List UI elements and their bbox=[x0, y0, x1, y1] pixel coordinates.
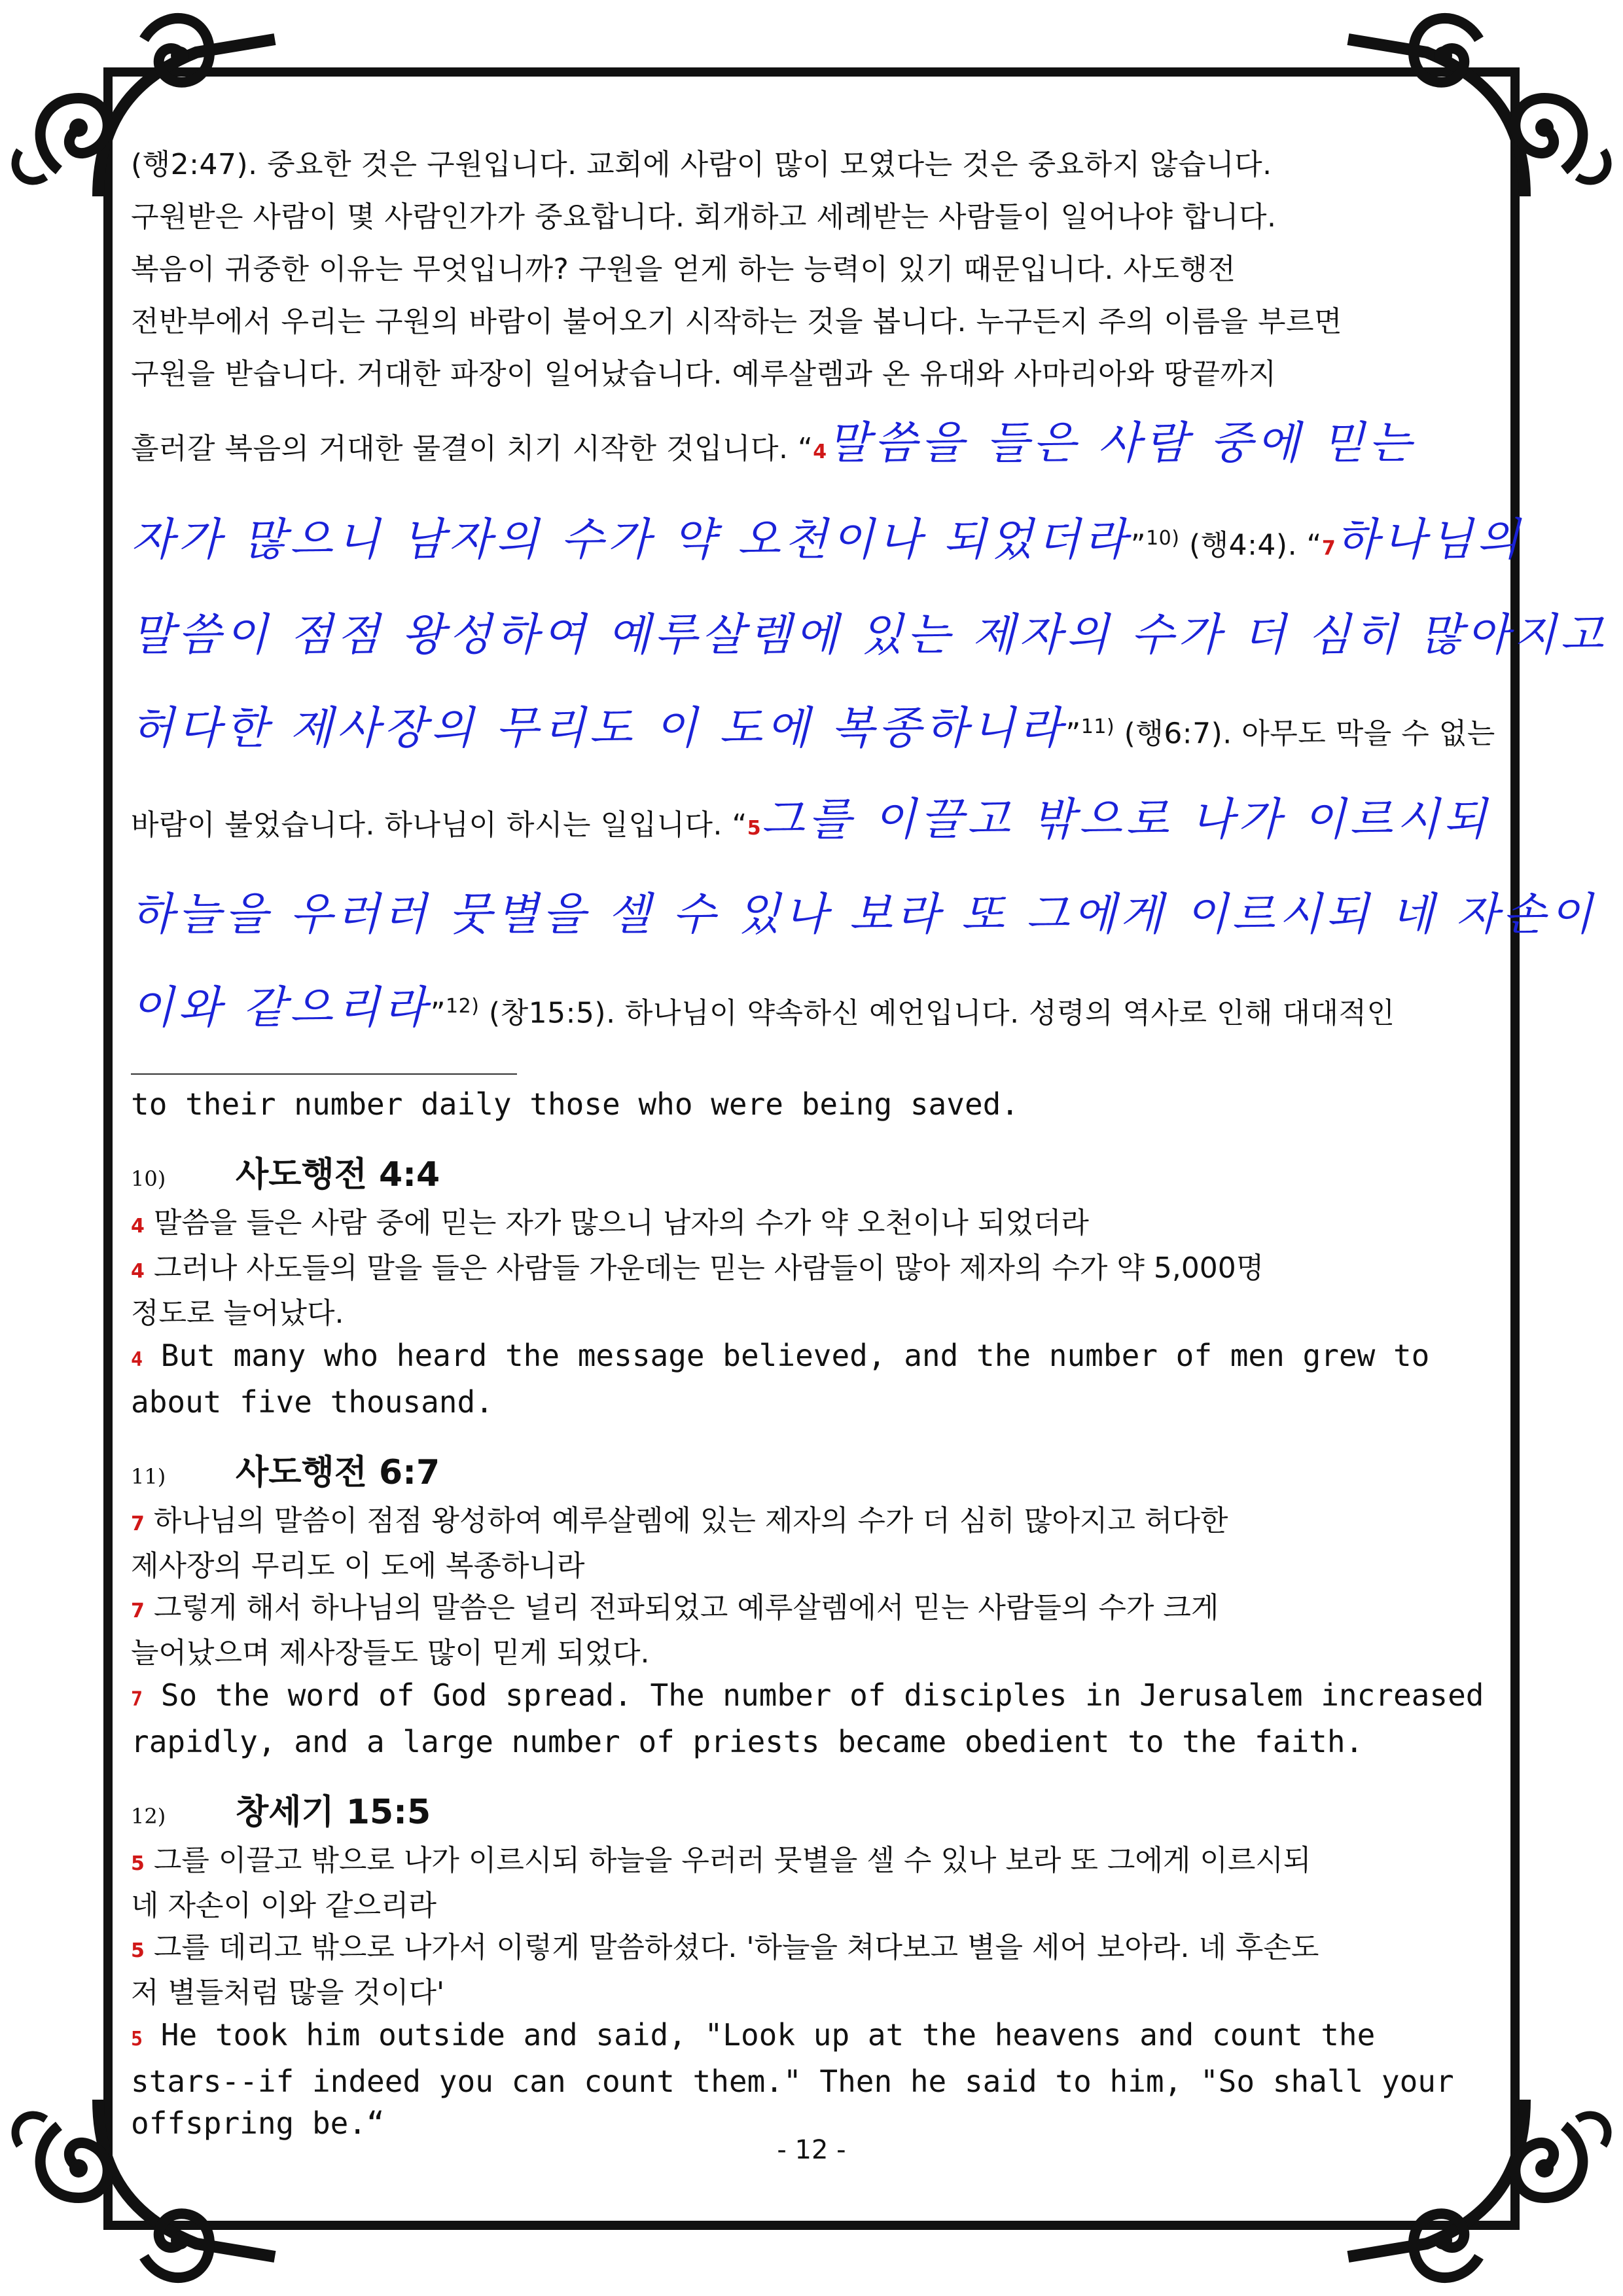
body-text bbox=[131, 139, 1607, 1057]
footnote-line bbox=[131, 1500, 1499, 1545]
body-line: 전반부에서 우리는 구원의 바람이 불어오기 시작하는 것을 봅니다. 누구든지 주의 이름을 부르면 bbox=[131, 305, 1342, 338]
verse-number: 4 bbox=[131, 1215, 145, 1238]
body-line bbox=[131, 592, 1607, 684]
page-number: - 12 - bbox=[777, 2135, 846, 2165]
body-text-span: (행4:4). “ bbox=[1179, 528, 1322, 562]
footnote-title: 창세기 15:5 bbox=[236, 1793, 431, 1832]
verse-number: 5 bbox=[131, 2028, 143, 2051]
scripture-quote: 말씀을 들은 사람 중에 믿는 bbox=[827, 418, 1416, 469]
scripture-quote: 그를 이끌고 밖으로 나가 이르시되 bbox=[761, 794, 1491, 846]
body-line: 구원을 받습니다. 거대한 파장이 일어났습니다. 예루살렘과 온 유대와 사마리아와 땅끝까지 bbox=[131, 357, 1277, 391]
body-line: 복음이 귀중한 이유는 무엇입니까? 구원을 얻게 하는 능력이 있기 때문입니다. 사도행전 bbox=[131, 253, 1236, 286]
footnote-text: He took him outside and said, "Look up at the heavens and count the bbox=[160, 2017, 1376, 2053]
body-text-span: (행6:7). 아무도 막을 수 없는 bbox=[1115, 717, 1495, 751]
footnote-ref[interactable]: 12) bbox=[446, 995, 480, 1018]
footnote-heading bbox=[131, 1151, 1499, 1202]
footnote-line bbox=[131, 1335, 1499, 1381]
verse-number: 4 bbox=[813, 440, 827, 463]
close-quote: ” bbox=[430, 996, 446, 1030]
body-line bbox=[131, 684, 1499, 778]
footnote-line bbox=[131, 1587, 1499, 1632]
scripture-quote: 하늘을 우러러 뭇별을 셀 수 있나 보라 또 그에게 이르시되 네 자손이 bbox=[131, 889, 1597, 941]
body-text-span: 바람이 불었습니다. 하나님이 하시는 일입니다. “ bbox=[131, 808, 747, 842]
footnote-carryover: to their number daily those who were being saved. bbox=[131, 1086, 1020, 1122]
footnote-line: 저 별들처럼 많을 것이다' bbox=[131, 1976, 445, 2009]
body-line bbox=[131, 872, 1597, 963]
footnote-line: about five thousand. bbox=[131, 1384, 493, 1420]
footnote-line bbox=[131, 1247, 1499, 1293]
footnote-number: 12) bbox=[131, 1804, 166, 1829]
footnote-text: But many who heard the message believed, and the number of men grew to bbox=[160, 1338, 1430, 1373]
footnotes bbox=[131, 1083, 1499, 2144]
scripture-quote: 하나님의 bbox=[1336, 514, 1524, 566]
body-line bbox=[131, 963, 1499, 1057]
verse-number: 7 bbox=[131, 1600, 145, 1623]
footnote-line: 정도로 늘어났다. bbox=[131, 1297, 344, 1330]
footnote-number: 10) bbox=[131, 1166, 166, 1191]
footnote-number: 11) bbox=[131, 1464, 166, 1489]
footnote-title: 사도행전 6:7 bbox=[236, 1453, 440, 1492]
body-text-span: 흘러갈 복음의 거대한 물결이 치기 시작한 것입니다. “ bbox=[131, 432, 813, 465]
scripture-quote: 말씀이 점점 왕성하여 예루살렘에 있는 제자의 수가 더 심히 많아지고 bbox=[131, 609, 1607, 661]
footnote-line: 늘어났으며 제사장들도 많이 믿게 되었다. bbox=[131, 1636, 650, 1670]
footnote-text: 그렇게 해서 하나님의 말씀은 널리 전파되었고 예루살렘에서 믿는 사람들의 수가 크게 bbox=[153, 1591, 1219, 1624]
footnote-text: 그러나 사도들의 말을 들은 사람들 가운데는 믿는 사람들이 많아 제자의 수가 약 5,000명 bbox=[153, 1251, 1264, 1285]
body-line bbox=[131, 777, 1499, 872]
verse-number: 7 bbox=[131, 1688, 143, 1711]
footnote-text: So the word of God spread. The number of disciples in Jerusalem increased bbox=[160, 1677, 1484, 1713]
footnote-ref[interactable]: 11) bbox=[1080, 715, 1115, 738]
footnote-divider bbox=[131, 1073, 517, 1075]
body-line bbox=[131, 495, 1524, 592]
footnote-heading bbox=[131, 1449, 1499, 1500]
footnote-heading bbox=[131, 1789, 1499, 1840]
scripture-quote: 이와 같으리라 bbox=[131, 982, 431, 1034]
footnote-text: 그를 이끌고 밖으로 나가 이르시되 하늘을 우러러 뭇별을 셀 수 있나 보라 또 그에게 이르시되 bbox=[153, 1844, 1311, 1877]
footnote-ref[interactable]: 10) bbox=[1146, 527, 1180, 550]
footnote-line bbox=[131, 1840, 1499, 1885]
verse-number: 5 bbox=[747, 817, 762, 840]
footnote-text: 그를 데리고 밖으로 나가서 이렇게 말씀하셨다. '하늘을 쳐다보고 별을 세어 보아라. 네 후손도 bbox=[153, 1931, 1319, 1964]
verse-number: 4 bbox=[131, 1348, 143, 1371]
footnote-text: 하나님의 말씀이 점점 왕성하여 예루살렘에 있는 제자의 수가 더 심히 많아지고 허다한 bbox=[153, 1504, 1228, 1537]
footnote-line bbox=[131, 1202, 1499, 1247]
footnote-line: 제사장의 무리도 이 도에 복종하니라 bbox=[131, 1549, 585, 1583]
body-line: (행2:47). 중요한 것은 구원입니다. 교회에 사람이 많이 모였다는 것은 중요하지 않습니다. bbox=[131, 148, 1272, 181]
footnote-line bbox=[131, 1674, 1499, 1721]
footnote-text: 말씀을 들은 사람 중에 믿는 자가 많으니 남자의 수가 약 오천이나 되었더라 bbox=[153, 1206, 1089, 1240]
body-text-span: (창15:5). 하나님이 약속하신 예언입니다. 성령의 역사로 인해 대대적인 bbox=[479, 996, 1395, 1030]
footnote-line: offspring be.“ bbox=[131, 2106, 385, 2141]
scripture-quote: 허다한 제사장의 무리도 이 도에 복종하니라 bbox=[131, 702, 1066, 755]
footnote-line: stars--if indeed you can count them." Then he said to him, "So shall your bbox=[131, 2064, 1454, 2099]
body-line bbox=[131, 401, 1499, 495]
verse-number: 5 bbox=[131, 1852, 145, 1875]
body-line: 구원받은 사람이 몇 사람인가가 중요합니다. 회개하고 세례받는 사람들이 일어나야 합니다. bbox=[131, 200, 1277, 234]
footnote-title: 사도행전 4:4 bbox=[236, 1155, 440, 1194]
verse-number: 7 bbox=[131, 1513, 145, 1535]
footnote-line bbox=[131, 2014, 1499, 2060]
footnote-line bbox=[131, 1927, 1499, 1972]
scripture-quote: 자가 많으니 남자의 수가 약 오천이나 되었더라 bbox=[131, 514, 1131, 566]
close-quote: ” bbox=[1065, 717, 1081, 751]
footnote-line: 네 자손이 이와 같으리라 bbox=[131, 1889, 437, 1922]
verse-number: 7 bbox=[1321, 537, 1336, 560]
close-quote: ” bbox=[1130, 528, 1147, 562]
verse-number: 4 bbox=[131, 1260, 145, 1283]
verse-number: 5 bbox=[131, 1939, 145, 1962]
footnote-line: rapidly, and a large number of priests became obedient to the faith. bbox=[131, 1724, 1364, 1759]
